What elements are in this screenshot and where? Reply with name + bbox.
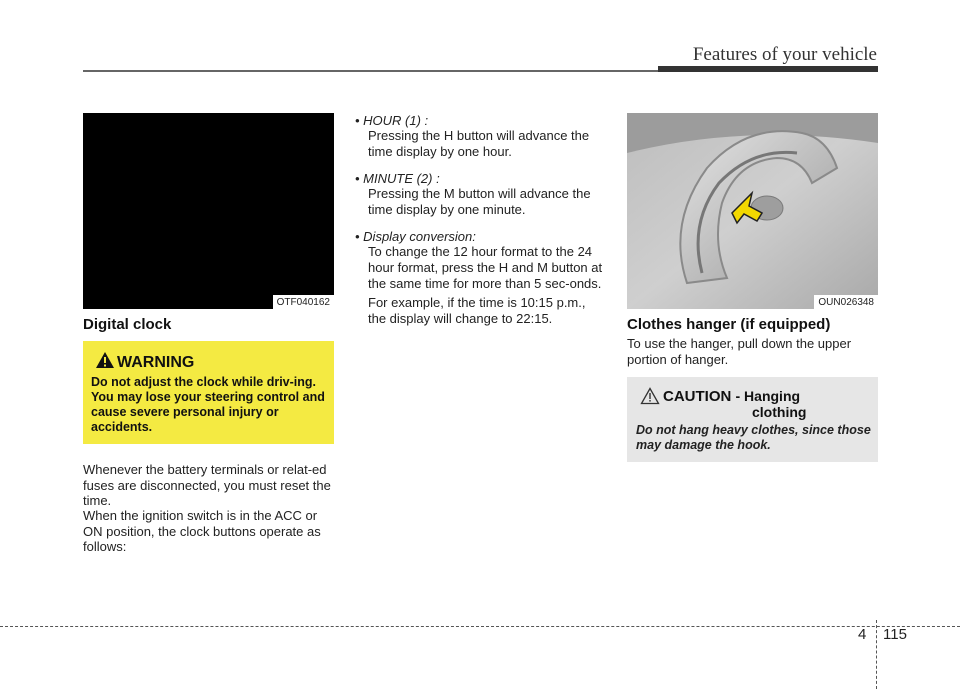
list-item-label: • Display conversion:: [355, 229, 476, 245]
footer-divider: [876, 620, 877, 689]
list-item-minute: [355, 171, 607, 217]
caution-subtitle-line2: clothing: [752, 404, 807, 420]
caution-text: Do not hang heavy clothes, since those may damage the hook.: [636, 423, 871, 452]
hanger-photo: [627, 113, 878, 309]
list-item-text: Pressing the H button will advance the time display by one hour.: [368, 128, 590, 159]
list-item-text: To change the 12 hour format to the 24 hour format, press the H and M button at the same time for more than 5 sec-onds.: [368, 244, 603, 291]
header-rule-accent: [658, 66, 878, 72]
section-heading-clothes-hanger: Clothes hanger (if equipped): [627, 316, 831, 333]
list-item-example: For example, if the time is 10:15 p.m., the display will change to 22:15.: [368, 295, 586, 326]
clock-photo: [83, 113, 334, 309]
chapter-number: 4: [858, 626, 867, 643]
list-item-label: • HOUR (1) :: [355, 113, 429, 128]
list-item-text: Pressing the M button will advance the time display by one minute.: [368, 186, 591, 217]
caution-label: CAUTION: [663, 388, 732, 405]
paragraph-ignition: When the ignition switch is in the ACC or ON position, the clock buttons operate as follows:: [83, 508, 321, 555]
list-item-label: • MINUTE (2) :: [355, 171, 440, 187]
warning-box: [83, 341, 334, 444]
caution-box: [627, 377, 878, 462]
caution-triangle-icon: [640, 387, 660, 405]
paragraph-battery: Whenever the battery terminals or relat-ed fuses are disconnected, you must reset the time.: [83, 462, 331, 509]
caution-title: [663, 388, 800, 405]
clock-button-list: [355, 113, 607, 326]
footer-rule: [0, 626, 960, 627]
list-item-hour: [355, 113, 607, 159]
section-heading-digital-clock: Digital clock: [83, 316, 172, 333]
image-code: OTF040162: [273, 295, 334, 309]
warning-triangle-icon: [95, 351, 115, 369]
header-rule: [83, 70, 658, 72]
warning-text: Do not adjust the clock while driv-ing. You may lose your steering control and cause severe personal injury or accidents.: [91, 375, 325, 434]
paragraph-hanger: To use the hanger, pull down the upper portion of hanger.: [627, 336, 852, 367]
page-number: 115: [883, 626, 907, 643]
warning-title: WARNING: [117, 354, 195, 371]
caution-subtitle: - Hanging: [735, 388, 801, 404]
list-item-display-conversion: [355, 229, 607, 326]
image-code: OUN026348: [814, 295, 878, 309]
hanger-illustration: [627, 113, 878, 309]
running-header: Features of your vehicle: [692, 44, 877, 65]
